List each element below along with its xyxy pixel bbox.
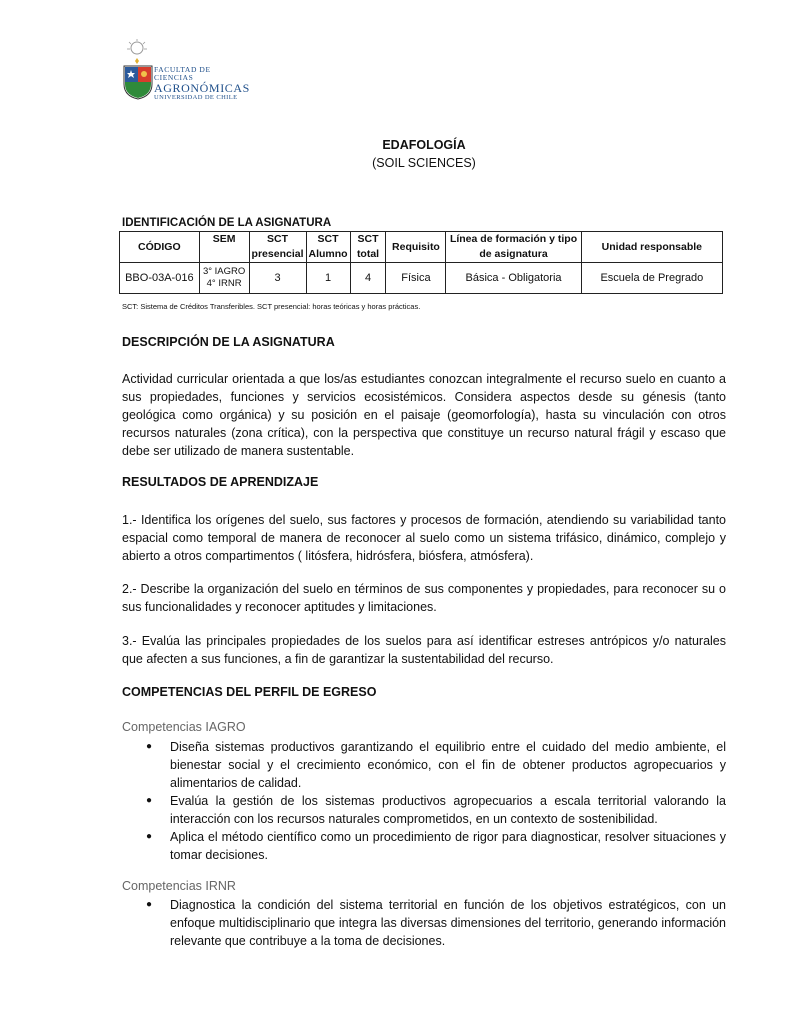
learning-outcome-2: 2.- Describe la organización del suelo en términos de sus componentes y propiedades, para reconocer su o sus funcionalidades y reconocer aptitudes y limitaciones. [122, 582, 726, 614]
cell-linea: Básica - Obligatoria [446, 263, 581, 294]
list-item [122, 828, 726, 864]
cell-codigo: BBO-03A-016 [120, 263, 200, 294]
cell-requisito: Física [386, 263, 446, 294]
cell-sct-total: 4 [350, 263, 386, 294]
logo-text-line2: AGRONÓMICAS [154, 81, 250, 95]
list-item [122, 738, 726, 792]
description-text: Actividad curricular orientada a que los/as estudiantes conozcan integralmente el recurso suelo en cuanto a sus propiedades, funciones y servicios ecosistémicos. Considera aspectos desde su génesis (tanto geológica como orgánica) y su posición en el paisaje (geomorfología), hasta su vinculación con otros recursos naturales (zona crítica), con la perspectiva que constituye un recurso natural frágil y escaso que debe ser utilizado de manera sustentable. [122, 372, 726, 458]
cell-sct-alumno: 1 [306, 263, 350, 294]
header-unidad-text: Unidad responsable [601, 240, 703, 253]
logo-text-line3: UNIVERSIDAD DE CHILE [154, 94, 238, 101]
learning-outcome-3: 3.- Evalúa las principales propiedades de los suelos para así identificar estreses antrópicos y/o naturales que afecten a sus funciones, a fin de garantizar la sustentabilidad del recurso. [122, 634, 726, 666]
competencies-iagro-list [122, 738, 726, 864]
header-sct-total-text: SCT total [356, 233, 380, 260]
header-sct-total [350, 232, 386, 263]
header-sct-presencial [249, 232, 306, 263]
competencies-irnr-label: Competencias IRNR [122, 879, 236, 893]
cell-sem-line1: 3° IAGRO [202, 266, 246, 277]
university-crest-icon [122, 38, 156, 100]
header-codigo-text: CÓDIGO [138, 240, 181, 253]
list-item [122, 792, 726, 828]
course-identification-table [119, 231, 723, 294]
cell-sem [199, 263, 249, 294]
list-item-text: Diagnostica la condición del sistema territorial en función de los objetivos estratégicos, con un enfoque multidisciplinario que integra las diversas dimensiones del territorio, generando información relevante que contribuye a la toma de decisiones. [170, 898, 726, 948]
list-item-text: Evalúa la gestión de los sistemas productivos agropecuarios a escala territorial valorando la interacción con los recursos naturales comprometidos, en un contexto de sostenibilidad. [170, 794, 726, 826]
table-row [120, 263, 723, 294]
learning-outcomes-heading: RESULTADOS DE APRENDIZAJE [122, 475, 319, 489]
course-title: EDAFOLOGÍA [382, 138, 466, 152]
course-subtitle: (SOIL SCIENCES) [372, 156, 476, 170]
list-item-text: Aplica el método científico como un procedimiento de rigor para diagnosticar, resolver situaciones y tomar decisiones. [170, 830, 726, 862]
bullet-icon: ● [146, 831, 153, 842]
competencies-irnr-list [122, 896, 726, 950]
logo-text-line1: FACULTAD DE CIENCIAS [154, 65, 211, 82]
faculty-logo [122, 38, 250, 101]
header-codigo [120, 232, 200, 263]
header-requisito [386, 232, 446, 263]
cell-sem-line2: 4° IRNR [206, 278, 242, 289]
header-sct-presencial-text: SCT presencial [251, 233, 304, 260]
header-linea [446, 232, 581, 263]
bullet-icon: ● [146, 741, 153, 752]
competencies-iagro-label: Competencias IAGRO [122, 720, 246, 734]
header-sct-alumno-text: SCT Alumno [308, 233, 348, 260]
cell-sct-presencial: 3 [249, 263, 306, 294]
learning-outcome-1: 1.- Identifica los orígenes del suelo, sus factores y procesos de formación, atendiendo su variabilidad tanto espacial como temporal de manera de reconocer al suelo como un sistema trifásico, dinámico, complejo y abierto a otros compartimentos ( litósfera, hidrósfera, biósfera, atmósfera). [122, 513, 726, 563]
header-sct-alumno [306, 232, 350, 263]
header-unidad [581, 232, 722, 263]
header-linea-text: Línea de formación y tipo de asignatura [449, 233, 578, 260]
sct-footnote: SCT: Sistema de Créditos Transferibles. SCT presencial: horas teóricas y horas prácticas. [122, 302, 421, 311]
description-heading: DESCRIPCIÓN DE LA ASIGNATURA [122, 335, 335, 349]
header-sem-text: SEM [212, 233, 236, 245]
competencies-heading: COMPETENCIAS DEL PERFIL DE EGRESO [122, 685, 377, 699]
cell-unidad: Escuela de Pregrado [581, 263, 722, 294]
header-sem [199, 232, 249, 263]
table-header-row [120, 232, 723, 263]
bullet-icon: ● [146, 899, 153, 910]
list-item-text: Diseña sistemas productivos garantizando el equilibrio entre el cuidado del medio ambiente, el bienestar social y el crecimiento económico, con el fin de obtener productos agropecuarios y alimentarios de calidad. [170, 740, 726, 790]
identification-heading: IDENTIFICACIÓN DE LA ASIGNATURA [122, 217, 332, 229]
list-item [122, 896, 726, 950]
header-requisito-text: Requisito [392, 240, 440, 253]
bullet-icon: ● [146, 795, 153, 806]
